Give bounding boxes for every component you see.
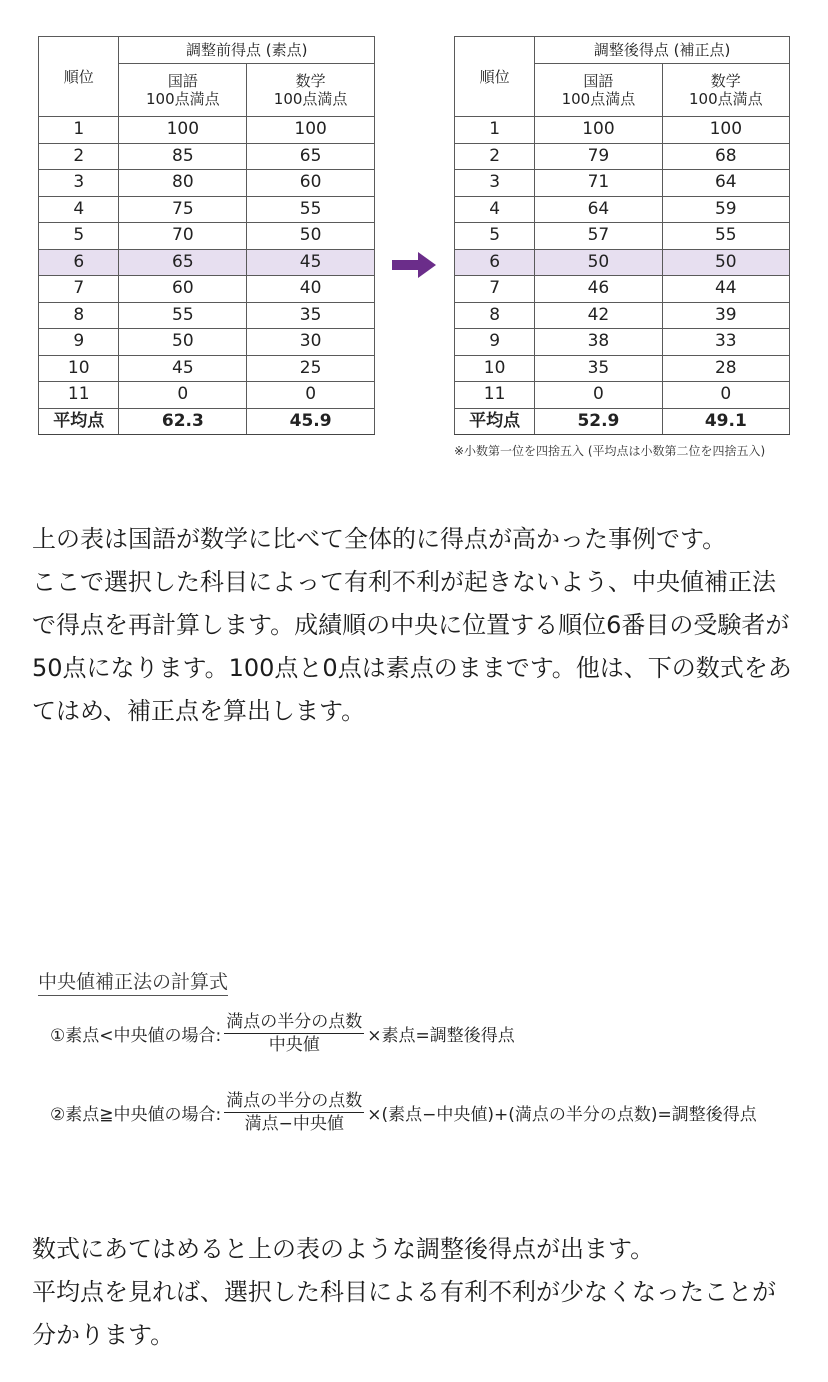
conclusion-paragraph — [32, 1228, 796, 1357]
rounding-note: ※小数第一位を四捨五入 (平均点は小数第二位を四捨五入) — [454, 444, 766, 458]
table-row-median: 6 65 45 — [39, 249, 375, 276]
header-group: 調整前得点 (素点) — [119, 37, 375, 64]
table-row: 10 45 25 — [39, 355, 375, 382]
table-row: 2 79 68 — [455, 143, 790, 170]
subject-name: 数学 — [295, 72, 326, 90]
arrow-shape — [392, 252, 436, 278]
header-rank: 順位 — [455, 37, 535, 117]
paragraph-line: 平均点を見れば、選択した科目による有利不利が少なくなったことが分かります。 — [32, 1278, 776, 1349]
formula-prefix: ②素点≧中央値の場合: — [50, 1105, 222, 1125]
table-row: 3 71 64 — [455, 170, 790, 197]
table-row: 7 60 40 — [39, 276, 375, 303]
denominator: 中央値 — [268, 1035, 320, 1055]
table-row: 3 80 60 — [39, 170, 375, 197]
explanation-paragraph — [32, 518, 796, 733]
full-score: 100点満点 — [146, 90, 220, 108]
subject-name: 国語 — [583, 72, 614, 90]
table-row: 11 0 0 — [455, 382, 790, 409]
table-row: 5 57 55 — [455, 223, 790, 250]
table-row-median: 6 50 50 — [455, 249, 790, 276]
table-row: 9 38 33 — [455, 329, 790, 356]
denominator: 満点−中央値 — [244, 1114, 344, 1134]
table-row: 10 35 28 — [455, 355, 790, 382]
table-row: 1 100 100 — [39, 117, 375, 144]
table-row: 8 55 35 — [39, 302, 375, 329]
formula-2 — [50, 1090, 757, 1135]
table-row: 8 42 39 — [455, 302, 790, 329]
table-row: 9 50 30 — [39, 329, 375, 356]
header-subject-math — [247, 64, 375, 117]
formula-heading: 中央値補正法の計算式 — [38, 967, 228, 996]
table-row: 5 70 50 — [39, 223, 375, 250]
fraction — [224, 1011, 364, 1056]
header-rank: 順位 — [39, 37, 119, 117]
header-subject-japanese — [535, 64, 662, 117]
paragraph-line: 上の表は国語が数学に比べて全体的に得点が高かった事例です。 — [32, 525, 727, 553]
numerator: 満点の半分の点数 — [226, 1091, 363, 1111]
header-subject-japanese — [119, 64, 247, 117]
fraction — [224, 1090, 364, 1135]
table-before-adjustment — [38, 36, 375, 435]
formula-suffix: ×(素点−中央値)+(満点の半分の点数)=調整後得点 — [367, 1105, 757, 1125]
formula-prefix: ①素点<中央値の場合: — [50, 1026, 222, 1046]
table-row: 4 75 55 — [39, 196, 375, 223]
right-arrow-icon — [392, 250, 438, 280]
formula-1 — [50, 1011, 515, 1056]
table-after-adjustment — [454, 36, 790, 435]
subject-name: 数学 — [710, 72, 741, 90]
formula-suffix: ×素点=調整後得点 — [367, 1026, 515, 1046]
full-score: 100点満点 — [273, 90, 348, 108]
subject-name: 国語 — [167, 72, 198, 90]
table-row: 7 46 44 — [455, 276, 790, 303]
header-group: 調整後得点 (補正点) — [535, 37, 790, 64]
paragraph-line: ここで選択した科目によって有利不利が起きないよう、中央値補正法で得点を再計算します。成績順の中央に位置する順位6番目の受験者が50点になります。100点と0点は素点のままです。他は、下の数式をあてはめ、補正点を算出します。 — [32, 568, 792, 725]
table-row-average: 平均点 52.9 49.1 — [455, 408, 790, 435]
paragraph-line: 数式にあてはめると上の表のような調整後得点が出ます。 — [32, 1235, 655, 1263]
table-row: 2 85 65 — [39, 143, 375, 170]
full-score: 100点満点 — [688, 90, 763, 108]
table-row: 1 100 100 — [455, 117, 790, 144]
table-row: 4 64 59 — [455, 196, 790, 223]
table-row: 11 0 0 — [39, 382, 375, 409]
numerator: 満点の半分の点数 — [226, 1012, 363, 1032]
full-score: 100点満点 — [561, 90, 636, 108]
table-row-average: 平均点 62.3 45.9 — [39, 408, 375, 435]
header-subject-math — [662, 64, 789, 117]
